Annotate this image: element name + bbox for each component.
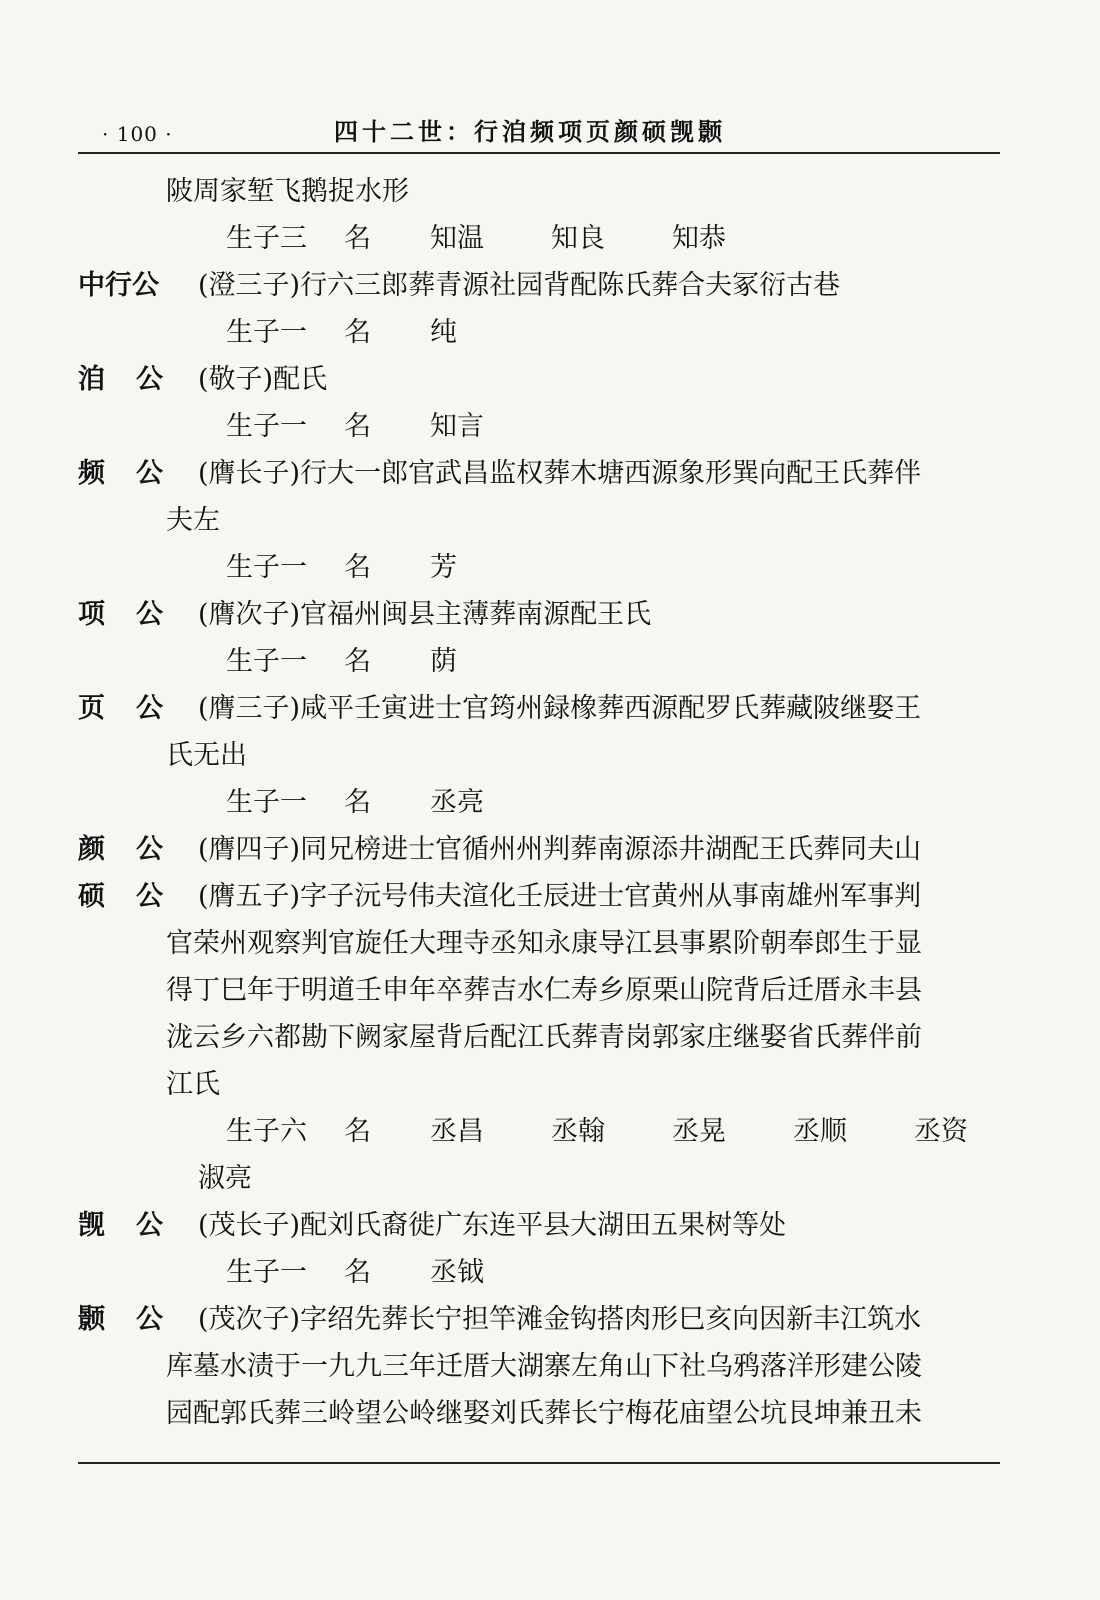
sons-count: 生子一 (226, 411, 307, 442)
entry-text: (敬子)配氏 (198, 364, 328, 395)
sons-line (78, 1249, 1008, 1296)
entry-text: (膺四子)同兄榜进士官循州州判葬南源添井湖配王氏葬同夫山 (198, 834, 922, 865)
name-label: 名 (344, 317, 371, 348)
header-rule (78, 152, 1000, 154)
continuation-text: 库墓水渍于一九九三年迁厝大湖寨左角山下社乌鸦落洋形建公陵 (166, 1351, 922, 1382)
ancestor-name-char: 项 (78, 599, 105, 630)
entry-text: (膺长子)行大一郎官武昌监权葬木塘西源象形巽向配王氏葬伴 (198, 458, 922, 489)
continuation-line (78, 1390, 1008, 1437)
continuation-text: 泷云乡六都勘下阙家屋背后配江氏葬青岗郭家庄继娶省氏葬伴前 (166, 1022, 922, 1053)
page-header (78, 112, 1000, 152)
running-title: 四十二世：行洎频项页颜硕觊颢 (334, 118, 726, 146)
footer-rule (78, 1462, 1000, 1464)
sons-count: 生子三 (226, 223, 307, 254)
entry-line (78, 685, 1008, 732)
sons-line (78, 638, 1008, 685)
sons-line (78, 544, 1008, 591)
entry-line (78, 262, 1008, 309)
entry-line (78, 591, 1008, 638)
continuation-text: 氏无出 (166, 740, 247, 771)
sons-continuation-line (78, 1155, 1008, 1202)
sons-line (78, 215, 1008, 262)
continuation-text: 得丁巳年于明道壬申年卒葬吉水仁寿乡原栗山院背后迁厝永丰县 (166, 975, 922, 1006)
son-name: 丞亮 (430, 787, 484, 818)
son-name: 丞翰 (551, 1116, 605, 1147)
sons-count: 生子一 (226, 787, 307, 818)
ancestor-name-char: 颢 (78, 1304, 105, 1335)
continuation-line (78, 497, 1008, 544)
ancestor-name-char: 公 (136, 834, 163, 865)
continuation-line (78, 732, 1008, 779)
ancestor-name-char: 洎 (78, 364, 105, 395)
entry-line (78, 873, 1008, 920)
ancestor-name-char: 公 (136, 458, 163, 489)
genealogy-text (78, 168, 1008, 1437)
sons-count: 生子一 (226, 317, 307, 348)
son-name: 纯 (430, 317, 457, 348)
son-name: 丞顺 (793, 1116, 847, 1147)
ancestor-name-char: 公 (136, 1210, 163, 1241)
sons-count: 生子一 (226, 646, 307, 677)
continuation-text: 陂周家堑飞鹅捉水形 (166, 176, 409, 207)
ancestor-name-char: 公 (136, 599, 163, 630)
entry-line (78, 1296, 1008, 1343)
ancestor-name: 中行公 (78, 270, 159, 301)
son-name: 丞钺 (430, 1257, 484, 1288)
son-name: 淑亮 (198, 1163, 252, 1194)
ancestor-name-char: 颜 (78, 834, 105, 865)
ancestor-name-char: 公 (136, 1304, 163, 1335)
son-name: 荫 (430, 646, 457, 677)
name-label: 名 (344, 787, 371, 818)
son-name: 芳 (430, 552, 457, 583)
name-label: 名 (344, 552, 371, 583)
entry-line (78, 450, 1008, 497)
son-name: 丞资 (914, 1116, 968, 1147)
name-label: 名 (344, 1116, 371, 1147)
entry-text: (茂长子)配刘氏裔徙广东连平县大湖田五果树等处 (198, 1210, 787, 1241)
sons-line (78, 403, 1008, 450)
ancestor-name-char: 公 (136, 693, 163, 724)
continuation-line (78, 920, 1008, 967)
name-label: 名 (344, 223, 371, 254)
name-label: 名 (344, 646, 371, 677)
sons-count: 生子一 (226, 552, 307, 583)
ancestor-name-char: 觊 (78, 1210, 105, 1241)
sons-count: 生子一 (226, 1257, 307, 1288)
son-name: 知温 (430, 223, 484, 254)
son-name: 丞晃 (672, 1116, 726, 1147)
sons-line (78, 309, 1008, 356)
ancestor-name-char: 公 (136, 881, 163, 912)
son-name: 丞昌 (430, 1116, 484, 1147)
sons-line (78, 1108, 1008, 1155)
son-name: 知恭 (672, 223, 726, 254)
ancestor-name-char: 公 (136, 364, 163, 395)
entry-line (78, 826, 1008, 873)
ancestor-name-char: 硕 (78, 881, 105, 912)
entry-text: (澄三子)行六三郎葬青源社园背配陈氏葬合夫冢衍古巷 (198, 270, 841, 301)
continuation-line (78, 1014, 1008, 1061)
continuation-line (78, 967, 1008, 1014)
continuation-line (78, 168, 1008, 215)
entry-text: (膺五子)字子沅号伟夫渲化壬辰进士官黄州从事南雄州军事判 (198, 881, 922, 912)
sons-count: 生子六 (226, 1116, 307, 1147)
continuation-text: 江氏 (166, 1069, 220, 1100)
entry-line (78, 1202, 1008, 1249)
continuation-text: 官荣州观察判官旋任大理寺丞知永康导江县事累阶朝奉郎生于显 (166, 928, 922, 959)
entry-text: (膺次子)官福州闽县主薄葬南源配王氏 (198, 599, 652, 630)
name-label: 名 (344, 1257, 371, 1288)
son-name: 知良 (551, 223, 605, 254)
name-label: 名 (344, 411, 371, 442)
continuation-text: 夫左 (166, 505, 220, 536)
sons-line (78, 779, 1008, 826)
continuation-text: 园配郭氏葬三岭望公岭继娶刘氏葬长宁梅花庙望公坑艮坤兼丑未 (166, 1398, 922, 1429)
page-number: · 100 · (102, 122, 173, 146)
ancestor-name-char: 频 (78, 458, 105, 489)
continuation-line (78, 1343, 1008, 1390)
son-name: 知言 (430, 411, 484, 442)
entry-line (78, 356, 1008, 403)
entry-text: (膺三子)咸平壬寅进士官筠州録橡葬西源配罗氏葬藏陂继娶王 (198, 693, 922, 724)
continuation-line (78, 1061, 1008, 1108)
entry-text: (茂次子)字绍先葬长宁担竿滩金钩搭肉形巳亥向因新丰江筑水 (198, 1304, 922, 1335)
ancestor-name-char: 页 (78, 693, 105, 724)
